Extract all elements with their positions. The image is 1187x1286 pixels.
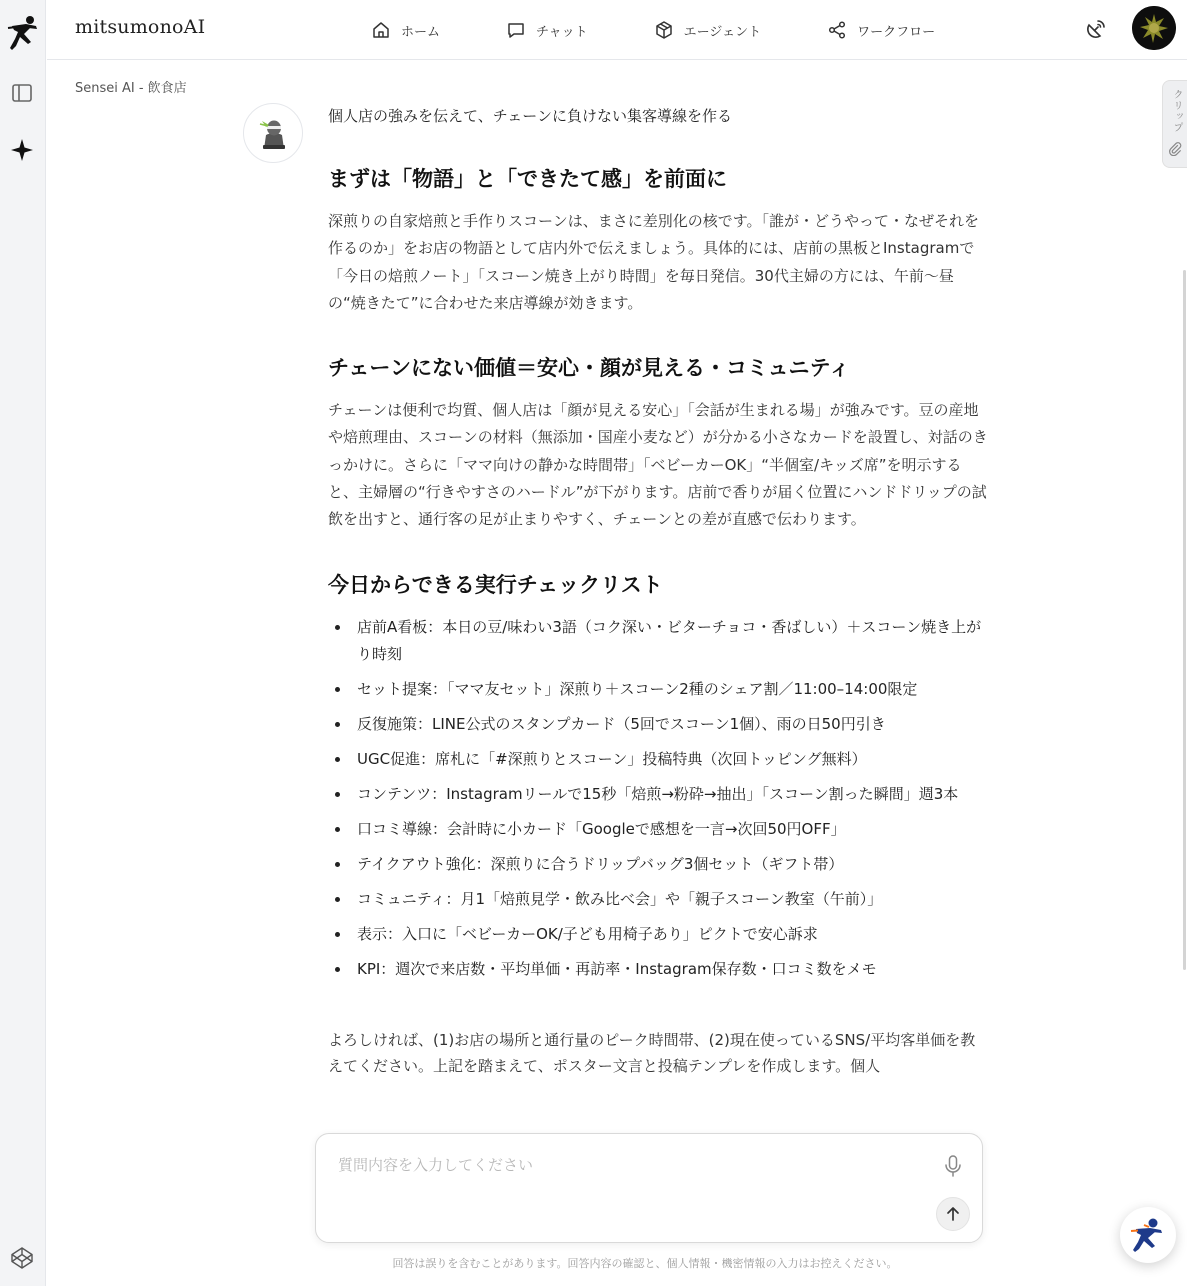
checklist-item: コンテンツ：Instagramリールで15秒「焙煎→粉砕→抽出」「スコーン割った瞬間」週3本	[328, 781, 988, 808]
checklist-item: 店前A看板：本日の豆/味わい3語（コク深い・ビターチョコ・香ばしい）＋スコーン焼き上がり時刻	[328, 614, 988, 668]
share-nodes-icon	[827, 20, 847, 40]
checklist-item: テイクアウト強化：深煎りに合うドリップバッグ3個セット（ギフト帯）	[328, 851, 988, 878]
main-nav	[371, 0, 1001, 60]
runner-mascot-icon	[1128, 1215, 1168, 1255]
chat-icon	[506, 20, 526, 40]
arrow-up-icon	[944, 1205, 962, 1223]
sidebar-toggle-icon[interactable]	[11, 82, 33, 104]
avatar-figure-icon	[1132, 6, 1176, 50]
assistant-message	[328, 104, 988, 1126]
breadcrumb[interactable]: Sensei AI - 飲食店	[75, 81, 187, 96]
microphone-icon[interactable]	[942, 1154, 964, 1178]
nav-agent[interactable]	[654, 20, 761, 40]
user-avatar[interactable]	[1132, 6, 1176, 50]
scrollbar-thumb[interactable]	[1183, 270, 1186, 970]
section-heading: まずは「物語」と「できたて感」を前面に	[328, 167, 727, 191]
clip-tab[interactable]	[1162, 80, 1187, 168]
message-lead: 個人店の強みを伝えて、チェーンに負けない集客導線を作る	[328, 107, 732, 125]
clip-tab-label: クリップ	[1171, 89, 1182, 133]
checklist-item: KPI：週次で来店数・平均単価・再訪率・Instagram保存数・口コミ数をメモ	[328, 956, 988, 983]
paperclip-icon	[1168, 141, 1183, 156]
runner-logo-icon[interactable]	[6, 14, 40, 52]
nav-chat-label: チャット	[536, 24, 588, 40]
checklist-item: コミュニティ：月1「焙煎見学・飲み比べ会」や「親子スコーン教室（午前）」	[328, 886, 988, 913]
section-body: 深煎りの自家焙煎と手作りスコーンは、まさに差別化の核です。「誰が・どうやって・なぜそれを作るのか」をお店の物語として店内外で伝えましょう。具体的には、店前の黒板とInstagramで「今日の焙煎ノート」「スコーン焼き上がり時間」を毎日発信。30代主婦の方には、午前〜昼の“焼きたて”に合わせた来店導線が効きます。	[328, 212, 980, 312]
checklist-item: 反復施策：LINE公式のスタンプカード（5回でスコーン1個）、雨の日50円引き	[328, 711, 988, 738]
nav-workflow-label: ワークフロー	[857, 24, 936, 40]
checklist-item: 表示：入口に「ベビーカーOK/子ども用椅子あり」ピクトで安心訴求	[328, 921, 988, 948]
checklist	[328, 614, 988, 983]
checklist-heading: 今日からできる実行チェックリスト	[328, 572, 663, 597]
nav-home-label: ホーム	[401, 24, 441, 40]
checklist-item: UGC促進：席札に「#深煎りとスコーン」投稿特典（次回トッピング無料）	[328, 746, 988, 773]
home-icon	[371, 20, 391, 40]
nav-agent-label: エージェント	[683, 24, 762, 40]
nav-workflow[interactable]	[827, 20, 935, 40]
question-input[interactable]	[338, 1154, 928, 1184]
section-heading: チェーンにない価値＝安心・顔が見える・コミュニティ	[328, 356, 850, 381]
composer	[315, 1133, 983, 1243]
top-header	[47, 0, 1187, 60]
disclaimer-text: 回答は誤りを含むことがあります。回答内容の確認と、個人情報・機密情報の入力はお控えください。	[392, 1257, 898, 1270]
satellite-dish-icon[interactable]	[1084, 17, 1108, 41]
checklist-item: セット提案：「ママ友セット」深煎り＋スコーン2種のシェア割／11:00–14:00限定	[328, 676, 988, 703]
nav-chat[interactable]	[506, 20, 588, 40]
message-closing: よろしければ、(1)お店の場所と通行量のピーク時間帯、(2)現在使っているSNS/平均客単価を教えてください。上記を踏まえて、ポスター文言と投稿テンプレを作成します。個人	[328, 1030, 976, 1075]
assistant-avatar	[243, 103, 303, 163]
disclaimer-row	[0, 1255, 1187, 1271]
cube-icon	[654, 20, 674, 40]
ninja-sensei-icon	[257, 115, 291, 151]
send-button[interactable]	[936, 1197, 970, 1231]
section-body: チェーンは便利で均質、個人店は「顔が見える安心」「会話が生まれる場」が強みです。豆の産地や焙煎理由、スコーンの材料（無添加・国産小麦など）が分かる小さなカードを設置し、対話のきっかけに。さらに「ママ向けの静かな時間帯」「ベビーカーOK」“半個室/キッズ席”を明示すると、主婦層の“行きやすさのハードル”が下がります。店前で香りが届く位置にハンドドリップの試飲を出すと、通行客の足が止まりやすく、チェーンとの差が直感で伝わります。	[328, 401, 988, 529]
nav-home[interactable]	[371, 20, 440, 40]
brand-name[interactable]: mitsumonoAI	[75, 16, 206, 38]
left-rail	[0, 0, 46, 1286]
sparkle-icon[interactable]	[10, 138, 34, 162]
assistant-fab-button[interactable]	[1120, 1207, 1176, 1263]
checklist-item: 口コミ導線：会計時に小カード「Googleで感想を一言→次回50円OFF」	[328, 816, 988, 843]
